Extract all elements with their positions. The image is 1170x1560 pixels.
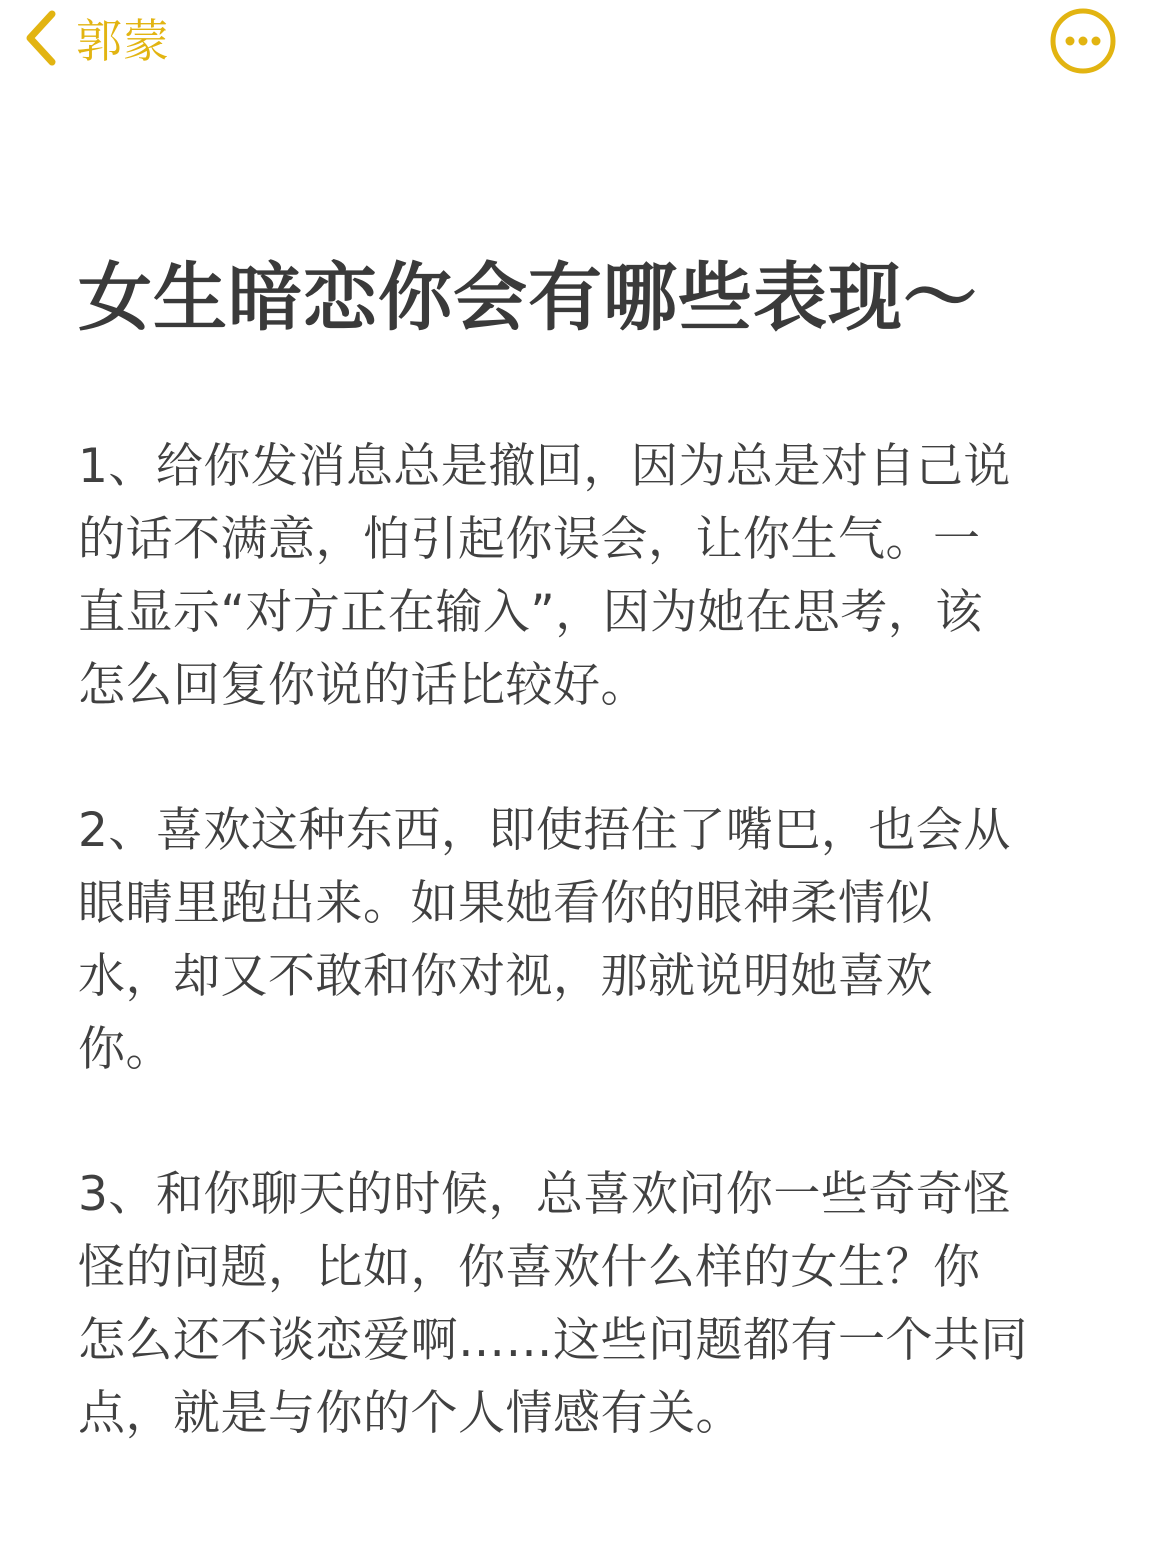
paragraph-line: 怎么还不谈恋爱啊……这些问题都有一个共同 xyxy=(78,1313,1028,1368)
paragraph-line: 你。 xyxy=(78,1022,173,1077)
paragraph-line: 2、喜欢这种东西，即使捂住了嘴巴，也会从 xyxy=(78,803,1011,858)
paragraph-line: 的话不满意，怕引起你误会，让你生气。一 xyxy=(78,512,981,567)
paragraph-line: 1、给你发消息总是撤回，因为总是对自己说 xyxy=(78,439,1011,494)
more-button[interactable] xyxy=(1050,8,1116,74)
back-label: 郭蒙 xyxy=(76,14,170,68)
more-horizontal-circle-icon xyxy=(1050,8,1116,74)
paragraph-line: 眼睛里跑出来。如果她看你的眼神柔情似 xyxy=(78,876,933,931)
article-title: 女生暗恋你会有哪些表现～ xyxy=(78,255,978,341)
navigation-bar xyxy=(0,0,1170,90)
paragraph-line: 点，就是与你的个人情感有关。 xyxy=(78,1386,743,1441)
paragraph-line: 怎么回复你说的话比较好。 xyxy=(78,658,648,713)
paragraph-line: 直显示“对方正在输入”，因为她在思考，该 xyxy=(78,585,983,640)
chevron-left-icon xyxy=(22,8,58,68)
paragraph-line: 3、和你聊天的时候，总喜欢问你一些奇奇怪 xyxy=(78,1167,1011,1222)
paragraph-line: 水，却又不敢和你对视，那就说明她喜欢 xyxy=(78,949,933,1004)
article-paragraph-1 xyxy=(78,430,1011,722)
article-paragraph-3 xyxy=(78,1158,1028,1450)
paragraph-line: 怪的问题，比如，你喜欢什么样的女生？你 xyxy=(78,1240,981,1295)
back-button[interactable] xyxy=(22,6,170,70)
article-paragraph-2 xyxy=(78,794,1011,1086)
